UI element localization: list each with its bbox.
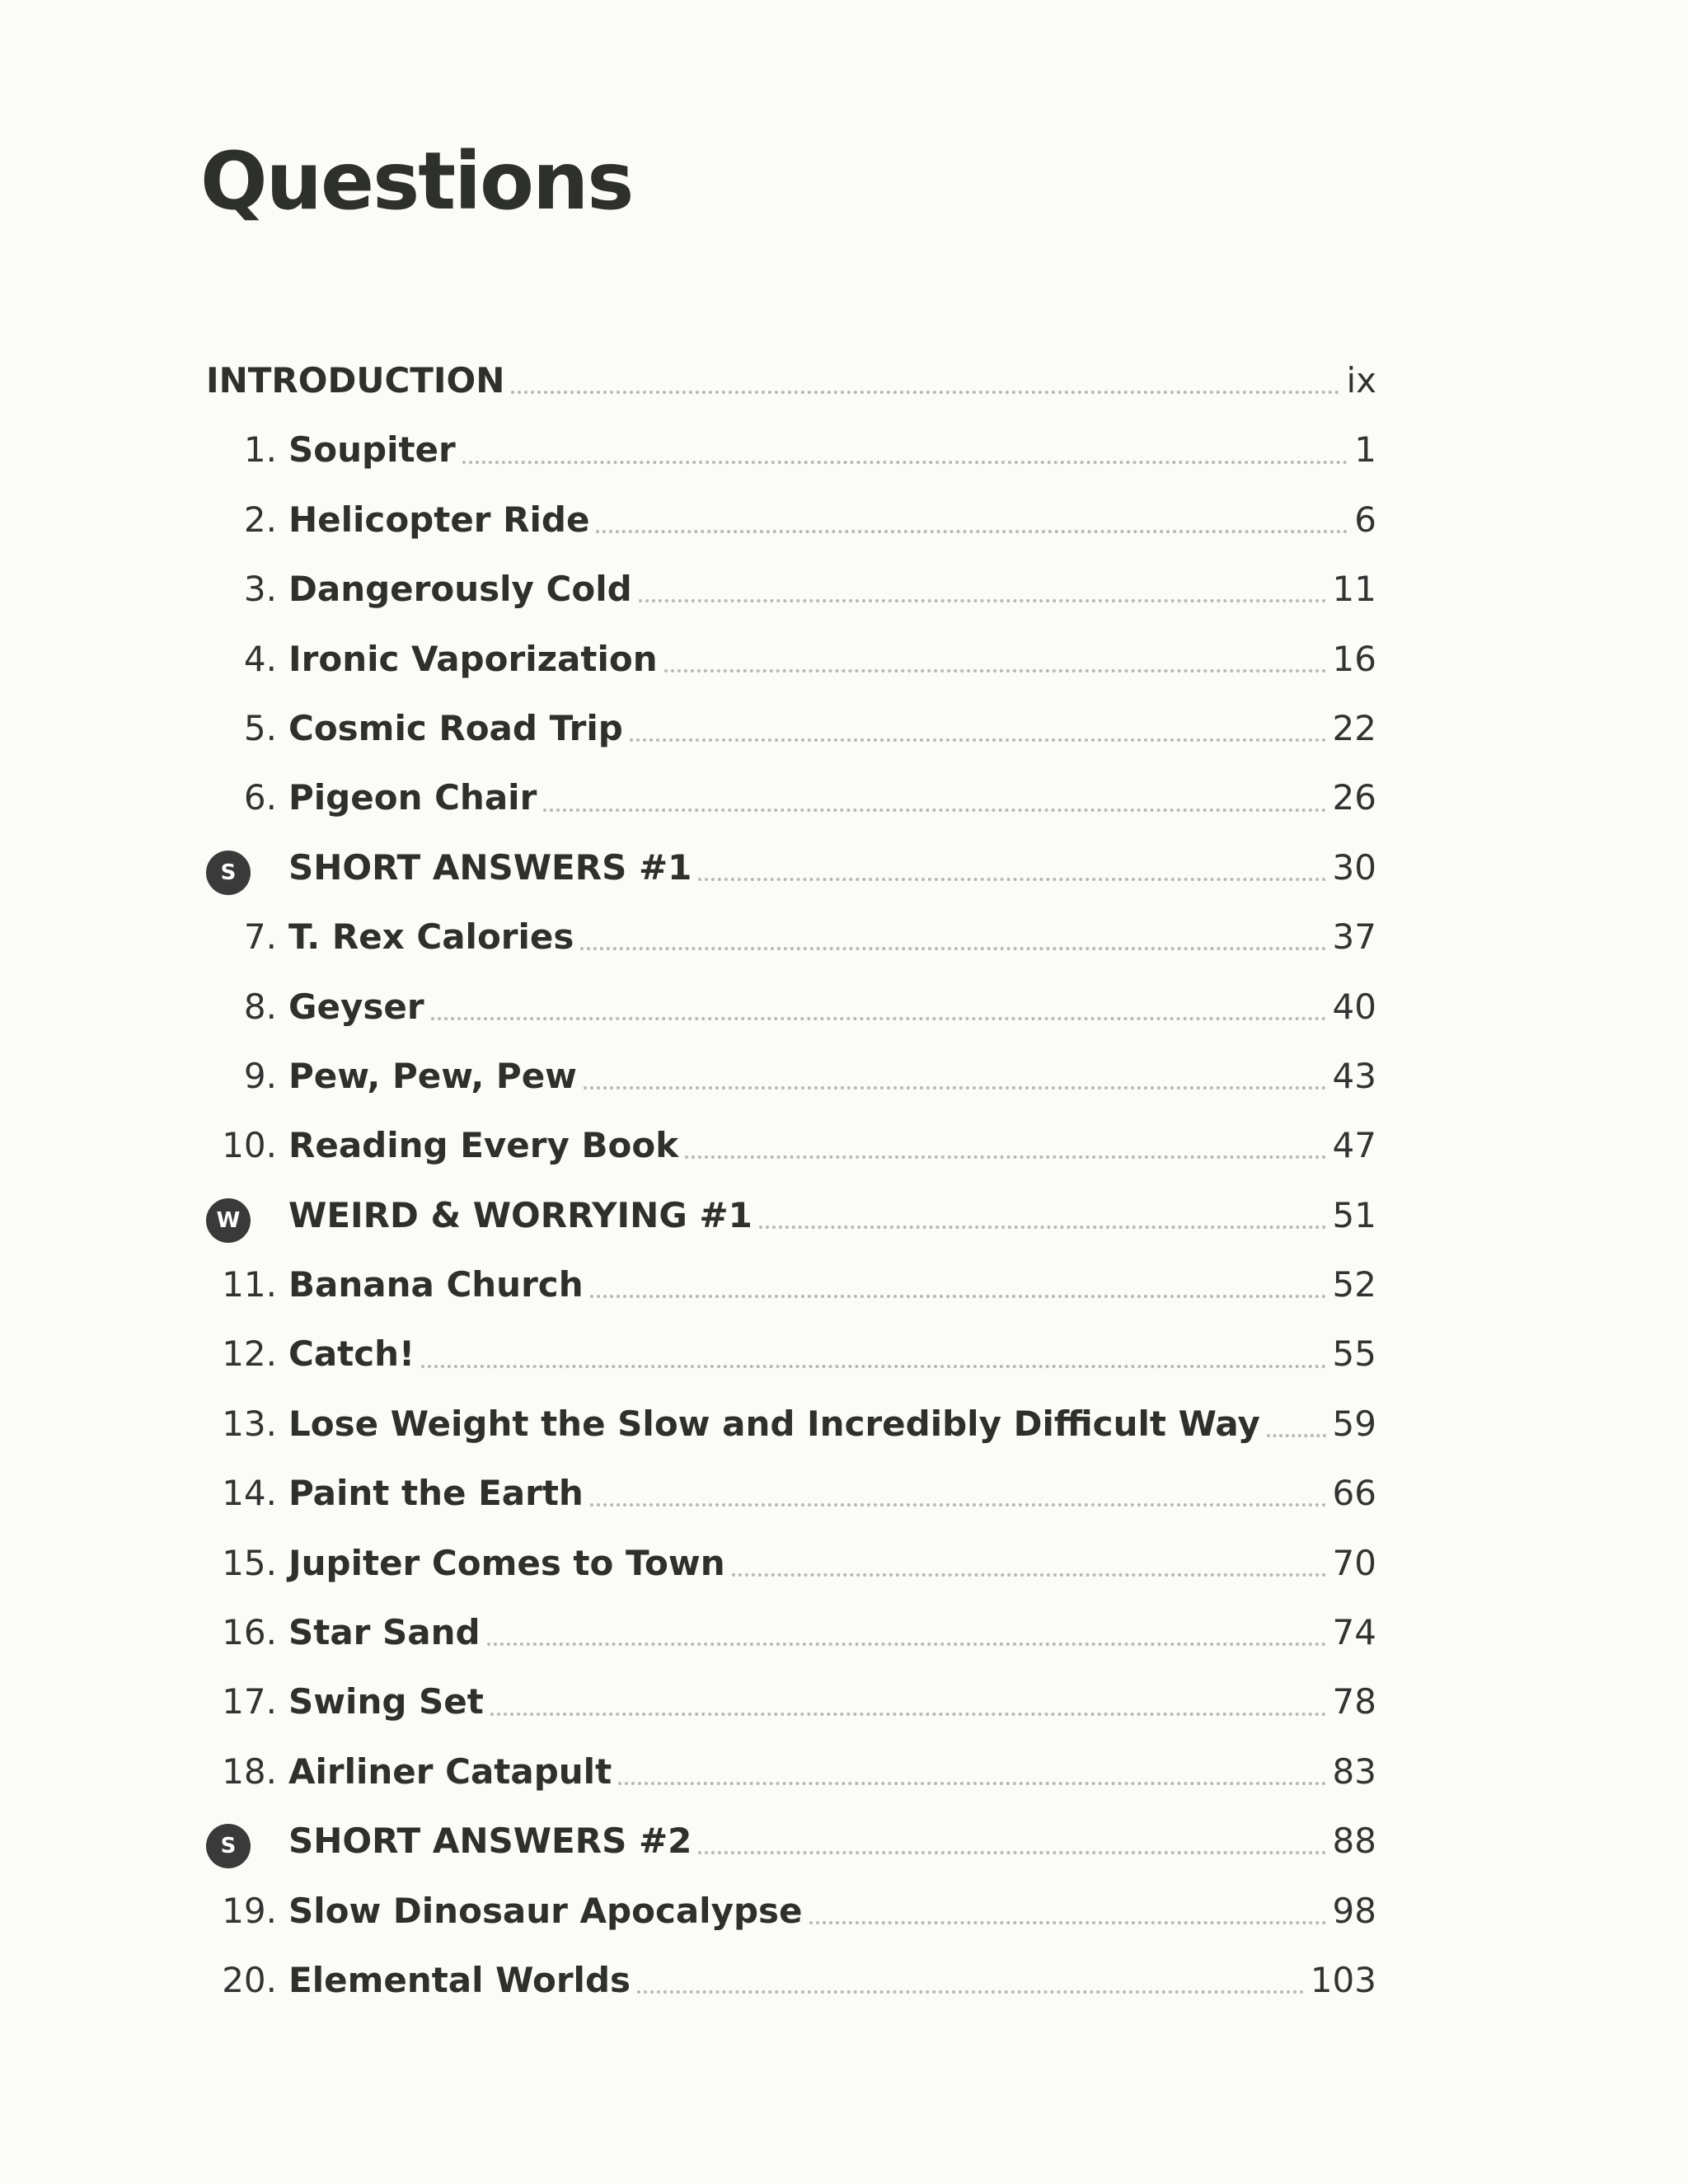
dot-leader xyxy=(580,947,1325,950)
dot-leader xyxy=(637,1990,1304,1994)
toc-chapter-row[interactable] xyxy=(206,1667,1376,1736)
chapter-number: 1. xyxy=(243,429,277,471)
entry-title: SHORT ANSWERS #2 xyxy=(288,1821,692,1862)
chapter-number: 15. xyxy=(222,1542,277,1583)
dot-leader xyxy=(421,1365,1325,1368)
dot-leader xyxy=(809,1921,1326,1924)
page-number: 22 xyxy=(1332,707,1376,748)
entry-title: Pigeon Chair xyxy=(288,777,537,818)
chapter-number: 17. xyxy=(222,1681,277,1722)
page-number: 47 xyxy=(1332,1125,1376,1166)
section-badge xyxy=(206,1811,288,1881)
toc-chapter-row[interactable] xyxy=(206,1042,1376,1111)
dot-leader xyxy=(639,599,1326,602)
entry-title: Lose Weight the Slow and Incredibly Difficult Way xyxy=(288,1403,1260,1444)
dot-leader xyxy=(490,1713,1326,1716)
dot-leader xyxy=(630,738,1326,742)
page-number: 16 xyxy=(1332,638,1376,679)
page-number: 51 xyxy=(1332,1194,1376,1235)
chapter-number: 18. xyxy=(222,1750,277,1792)
short-answers-icon: S xyxy=(206,1824,251,1868)
chapter-number: 6. xyxy=(243,777,277,818)
entry-title: Dangerously Cold xyxy=(288,569,632,610)
chapter-number: 8. xyxy=(243,986,277,1027)
page-title: Questions xyxy=(200,135,633,227)
entry-title: INTRODUCTION xyxy=(206,360,505,401)
dot-leader xyxy=(1267,1434,1326,1437)
entry-title: Soupiter xyxy=(288,429,456,471)
dot-leader xyxy=(685,1155,1325,1159)
page-number: 30 xyxy=(1332,846,1376,888)
dot-leader xyxy=(462,461,1348,464)
page-number: 55 xyxy=(1332,1333,1376,1375)
toc-chapter-row[interactable] xyxy=(206,1390,1376,1459)
toc-chapter-row[interactable] xyxy=(206,1111,1376,1180)
chapter-number: 2. xyxy=(243,499,277,540)
toc-section-row[interactable] xyxy=(206,833,1376,902)
table-of-contents xyxy=(206,346,1376,2015)
toc-chapter-row[interactable] xyxy=(206,972,1376,1042)
entry-title: Elemental Worlds xyxy=(288,1959,631,2000)
page-number: 98 xyxy=(1332,1890,1376,1931)
page-number: ix xyxy=(1346,360,1376,401)
toc-chapter-row[interactable] xyxy=(206,902,1376,972)
page-number: 88 xyxy=(1332,1821,1376,1862)
entry-title: Slow Dinosaur Apocalypse xyxy=(288,1890,803,1931)
chapter-number: 14. xyxy=(222,1473,277,1514)
page-number: 6 xyxy=(1354,499,1376,540)
entry-title: Pew, Pew, Pew xyxy=(288,1055,577,1096)
dot-leader xyxy=(698,878,1325,881)
toc-chapter-row[interactable] xyxy=(206,485,1376,555)
dot-leader xyxy=(698,1851,1325,1854)
page-number: 70 xyxy=(1332,1542,1376,1583)
toc-chapter-row[interactable] xyxy=(206,1946,1376,2015)
toc-chapter-row[interactable] xyxy=(206,1250,1376,1319)
entry-title: Banana Church xyxy=(288,1264,584,1305)
entry-title: Geyser xyxy=(288,986,424,1027)
toc-chapter-row[interactable] xyxy=(206,694,1376,763)
section-badge xyxy=(206,838,288,907)
page-number: 43 xyxy=(1332,1055,1376,1096)
page-number: 26 xyxy=(1332,777,1376,818)
entry-title: Cosmic Road Trip xyxy=(288,707,623,748)
toc-chapter-row[interactable] xyxy=(206,763,1376,832)
entry-title: T. Rex Calories xyxy=(288,916,574,958)
page-number: 59 xyxy=(1332,1403,1376,1444)
chapter-number: 16. xyxy=(222,1612,277,1653)
page-number: 11 xyxy=(1332,569,1376,610)
page-number: 40 xyxy=(1332,986,1376,1027)
page-number: 78 xyxy=(1332,1681,1376,1722)
toc-chapter-row[interactable] xyxy=(206,555,1376,624)
dot-leader xyxy=(431,1017,1326,1020)
chapter-number: 3. xyxy=(243,569,277,610)
chapter-number: 12. xyxy=(222,1333,277,1375)
chapter-number: 4. xyxy=(243,638,277,679)
entry-title: Jupiter Comes to Town xyxy=(288,1542,725,1583)
dot-leader xyxy=(511,391,1339,394)
dot-leader xyxy=(664,669,1326,673)
entry-title: Paint the Earth xyxy=(288,1473,584,1514)
chapter-number: 19. xyxy=(222,1890,277,1931)
entry-title: Reading Every Book xyxy=(288,1125,679,1166)
dot-leader xyxy=(584,1086,1326,1090)
dot-leader xyxy=(590,1295,1326,1298)
toc-chapter-row[interactable] xyxy=(206,1737,1376,1807)
entry-title: Catch! xyxy=(288,1333,415,1375)
chapter-number: 9. xyxy=(243,1055,277,1096)
page-number: 1 xyxy=(1354,429,1376,471)
entry-title: WEIRD & WORRYING #1 xyxy=(288,1194,753,1235)
dot-leader xyxy=(543,808,1325,812)
dot-leader xyxy=(759,1226,1326,1229)
chapter-number: 11. xyxy=(222,1264,277,1305)
entry-title: Helicopter Ride xyxy=(288,499,590,540)
weird-worrying-icon: W xyxy=(206,1198,251,1243)
toc-chapter-row[interactable] xyxy=(206,1459,1376,1528)
page-number: 83 xyxy=(1332,1750,1376,1792)
toc-section-row[interactable] xyxy=(206,1807,1376,1876)
entry-title: Swing Set xyxy=(288,1681,484,1722)
page-number: 66 xyxy=(1332,1473,1376,1514)
page-number: 37 xyxy=(1332,916,1376,958)
chapter-number: 20. xyxy=(222,1959,277,2000)
dot-leader xyxy=(590,1503,1326,1507)
toc-intro-row[interactable] xyxy=(206,346,1376,415)
entry-title: Ironic Vaporization xyxy=(288,638,658,679)
dot-leader xyxy=(618,1782,1325,1785)
entry-title: Star Sand xyxy=(288,1612,481,1653)
entry-title: SHORT ANSWERS #1 xyxy=(288,846,692,888)
toc-section-row[interactable] xyxy=(206,1181,1376,1250)
dot-leader xyxy=(596,530,1348,533)
section-badge xyxy=(206,1186,288,1255)
toc-chapter-row[interactable] xyxy=(206,415,1376,485)
dot-leader xyxy=(732,1573,1326,1577)
toc-chapter-row[interactable] xyxy=(206,625,1376,694)
page-number: 52 xyxy=(1332,1264,1376,1305)
dot-leader xyxy=(487,1643,1326,1646)
chapter-number: 10. xyxy=(222,1125,277,1166)
toc-chapter-row[interactable] xyxy=(206,1877,1376,1946)
chapter-number: 13. xyxy=(222,1403,277,1444)
page-number: 103 xyxy=(1310,1959,1376,2000)
page-number: 74 xyxy=(1332,1612,1376,1653)
entry-title: Airliner Catapult xyxy=(288,1750,612,1792)
toc-chapter-row[interactable] xyxy=(206,1529,1376,1598)
toc-chapter-row[interactable] xyxy=(206,1319,1376,1389)
toc-chapter-row[interactable] xyxy=(206,1598,1376,1667)
chapter-number: 7. xyxy=(243,916,277,958)
chapter-number: 5. xyxy=(243,707,277,748)
short-answers-icon: S xyxy=(206,851,251,895)
